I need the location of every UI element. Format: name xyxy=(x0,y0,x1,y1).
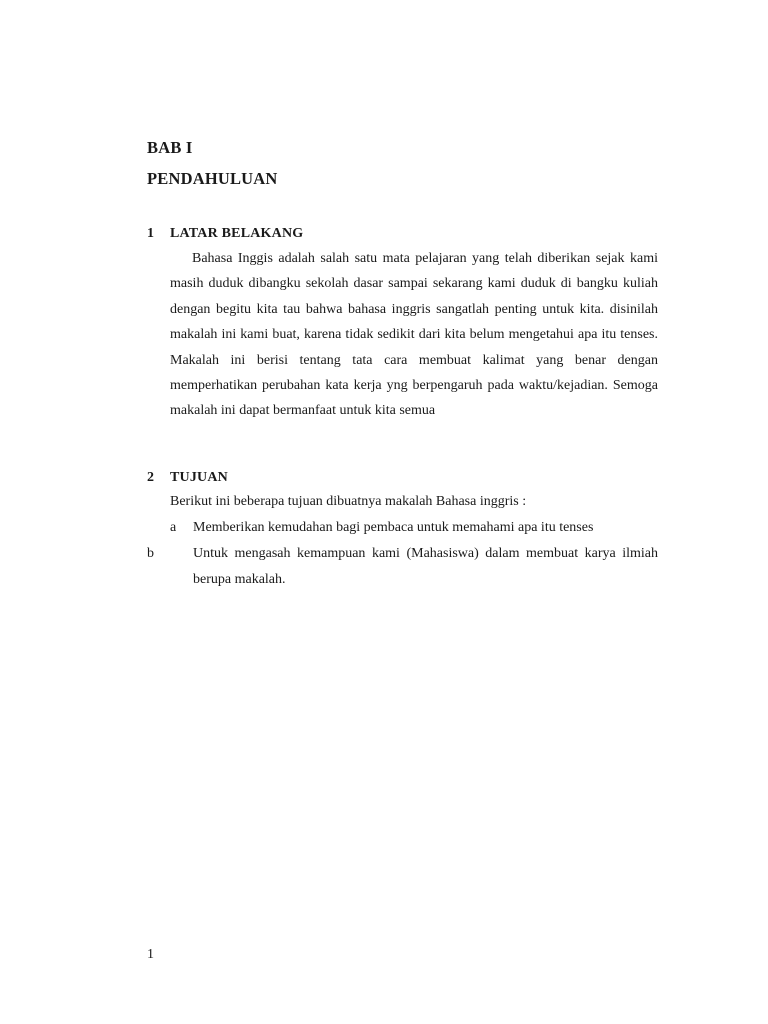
background-paragraph: Bahasa Inggis adalah salah satu mata pelajaran yang telah diberikan sejak kami masih duduk dibangku sekolah dasar sampai sekarang kami duduk di bangku kuliah dengan begitu kita tau bahwa bahasa inggris sangatlah penting untuk kita. disinilah makalah ini kami buat, karena tidak sedikit dari kita belum mengetahui apa itu tenses. Makalah ini berisi tentang tata cara membuat kalimat yang benar dengan memperhatikan perubahan kata kerja yng berpengaruh pada waktu/kejadian. Semoga makalah ini dapat bermanfaat untuk kita semua xyxy=(170,251,658,419)
list-item-body xyxy=(147,541,658,593)
section-number: 2 xyxy=(147,470,155,485)
page-number: 1 xyxy=(147,947,154,962)
chapter-number: BAB I xyxy=(147,138,193,157)
chapter-title: PENDAHULUAN xyxy=(147,169,278,188)
section-heading-tujuan xyxy=(147,470,228,486)
list-item-text: Memberikan kemudahan bagi pembaca untuk memahami apa itu tenses xyxy=(193,520,594,535)
section-title: TUJUAN xyxy=(170,470,228,485)
section-heading-latar-belakang xyxy=(147,226,303,242)
section-title: LATAR BELAKANG xyxy=(170,226,304,241)
section-number: 1 xyxy=(147,226,155,241)
list-item-letter: a xyxy=(170,520,177,535)
objectives-intro: Berikut ini beberapa tujuan dibuatnya makalah Bahasa inggris : xyxy=(170,494,527,509)
list-item xyxy=(170,515,658,541)
list-item-text: Untuk mengasah kemampuan kami (Mahasiswa) dalam membuat karya ilmiah berupa makalah. xyxy=(193,546,658,587)
list-item xyxy=(147,541,658,593)
list-item-letter: b xyxy=(147,546,154,561)
